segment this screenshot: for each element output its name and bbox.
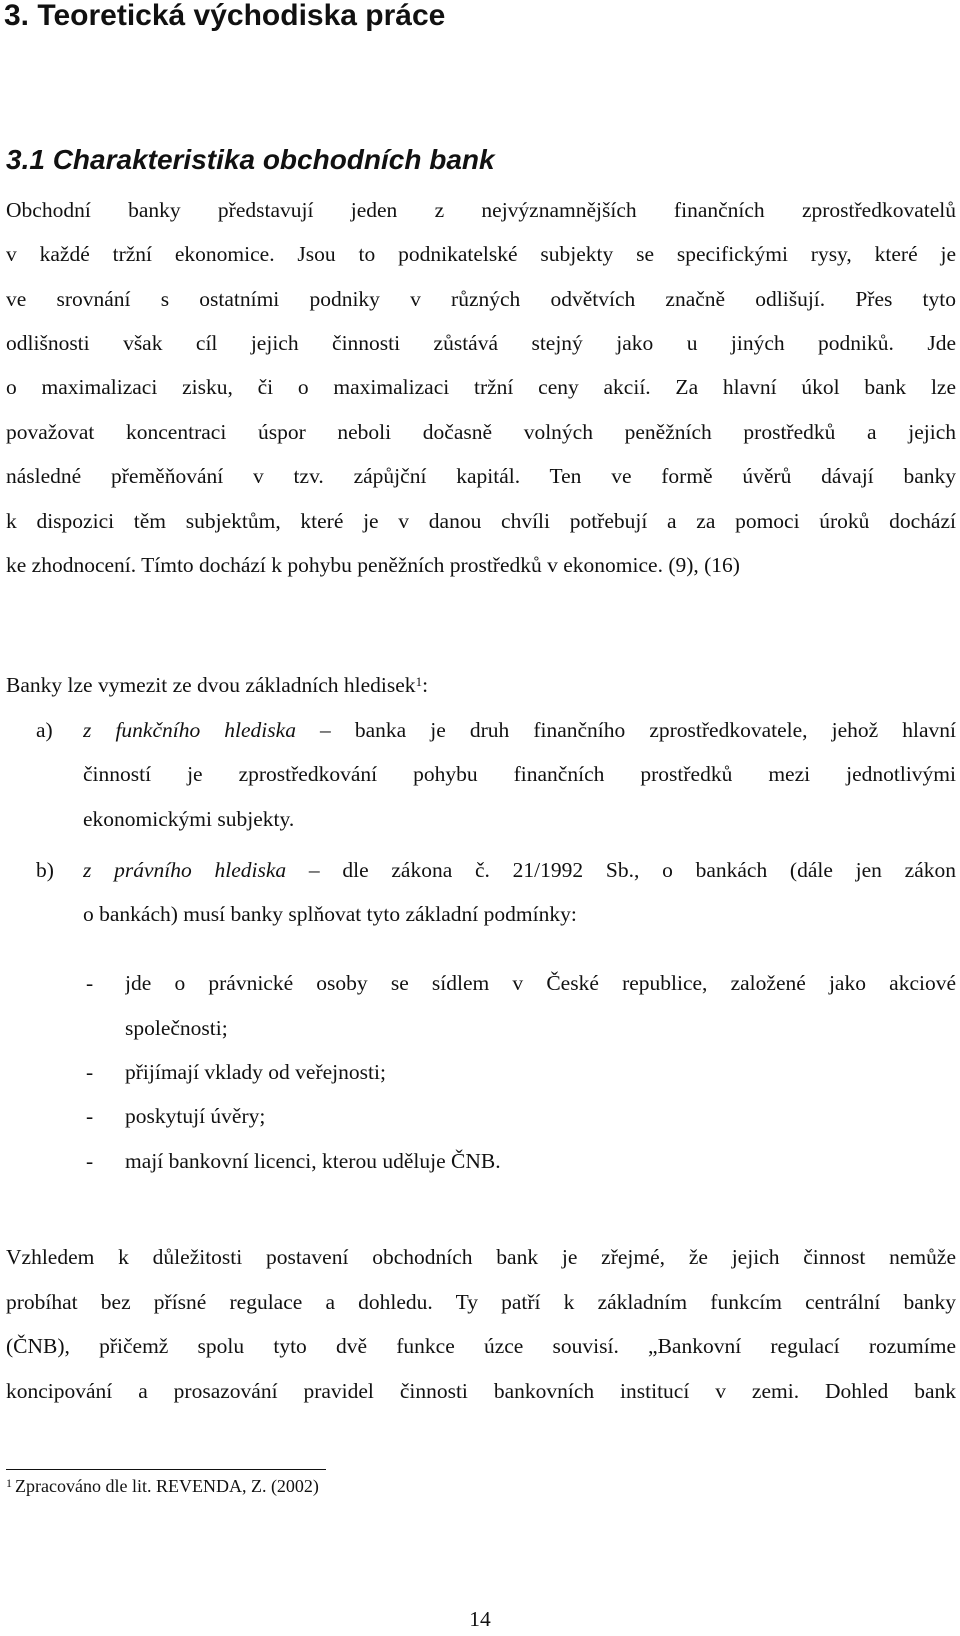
text-line: koncipování a prosazování pravidel činnosti bankovních institucí v zemi. Dohled bank [6,1379,956,1403]
text-line: přijímají vklady od veřejnosti; [125,1060,386,1084]
text-line: jde o právnické osoby se sídlem v České republice, založené jako akciové [125,971,956,995]
text-line: ve srovnání s ostatními podniky v různých odvětvích značně odlišují. Přes tyto [6,287,956,311]
list-marker: - [86,1060,94,1084]
text-line: o maximalizaci zisku, či o maximalizaci tržní ceny akcií. Za hlavní úkol bank lze [6,375,956,399]
text-line: odlišnosti však cíl jejich činnosti zůstává stejný jako u jiných podniků. Jde [6,331,956,355]
list-marker: - [86,971,94,995]
footnote-number: 1 [6,1476,12,1490]
item-text: – banka je druh finančního zprostředkovatele, jehož hlavní [295,718,956,742]
list-marker: a) [36,718,53,742]
intro-suffix: : [422,673,429,697]
text-line: následné přeměňování v tzv. zápůjční kapitál. Ten ve formě úvěrů dávají banky [6,464,956,488]
banks-definition-intro [6,671,956,699]
text-line: Vzhledem k důležitosti postavení obchodních bank je zřejmé, že jejich činnost nemůže [6,1245,956,1269]
text-line: činností je zprostředkování pohybu finančních prostředků mezi jednotlivými [83,762,956,786]
item-text: – dle zákona č. 21/1992 Sb., o bankách (dále jen zákon [286,858,956,882]
footnote-separator [6,1469,326,1470]
text-line: (ČNB), přičemž spolu tyto dvě funkce úzce souvisí. „Bankovní regulací rozumíme [6,1334,956,1358]
text-line: ekonomickými subjekty. [83,807,295,831]
intro-text: Banky lze vymezit ze dvou základních hledisek [6,673,416,697]
page-number: 14 [469,1607,491,1631]
chapter-title: 3. Teoretická východiska práce [4,0,446,32]
list-marker: b) [36,858,54,882]
item-term: z právního hlediska [83,858,287,882]
text-line: Obchodní banky představují jeden z nejvýznamnějších finančních zprostředkovatelů [6,198,956,222]
section-title: 3.1 Charakteristika obchodních bank [6,144,495,175]
footnote-text: Zpracováno dle lit. REVENDA, Z. (2002) [15,1476,319,1496]
list-marker: - [86,1149,94,1173]
text-line: mají bankovní licenci, kterou uděluje ČNB. [125,1149,501,1173]
list-marker: - [86,1104,94,1128]
text-line: poskytují úvěry; [125,1104,266,1128]
text-line: k dispozici těm subjektům, které je v danou chvíli potřebují a za pomoci úroků dochází [6,509,956,533]
footnote [6,1474,319,1498]
text-line [83,716,956,744]
item-term: z funkčního hlediska [83,718,296,742]
text-line: považovat koncentraci úspor neboli dočasně volných peněžních prostředků a jejich [6,420,956,444]
footnote-reference: 1 [415,674,423,689]
text-line: o bankách) musí banky splňovat tyto základní podmínky: [83,902,577,926]
text-line: ke zhodnocení. Tímto dochází k pohybu peněžních prostředků v ekonomice. (9), (16) [6,553,740,577]
text-line: společnosti; [125,1016,228,1040]
text-line: probíhat bez přísné regulace a dohledu. Ty patří k základním funkcím centrální banky [6,1290,956,1314]
text-line [83,856,956,884]
text-line: v každé tržní ekonomice. Jsou to podnikatelské subjekty se specifickými rysy, které je [6,242,956,266]
